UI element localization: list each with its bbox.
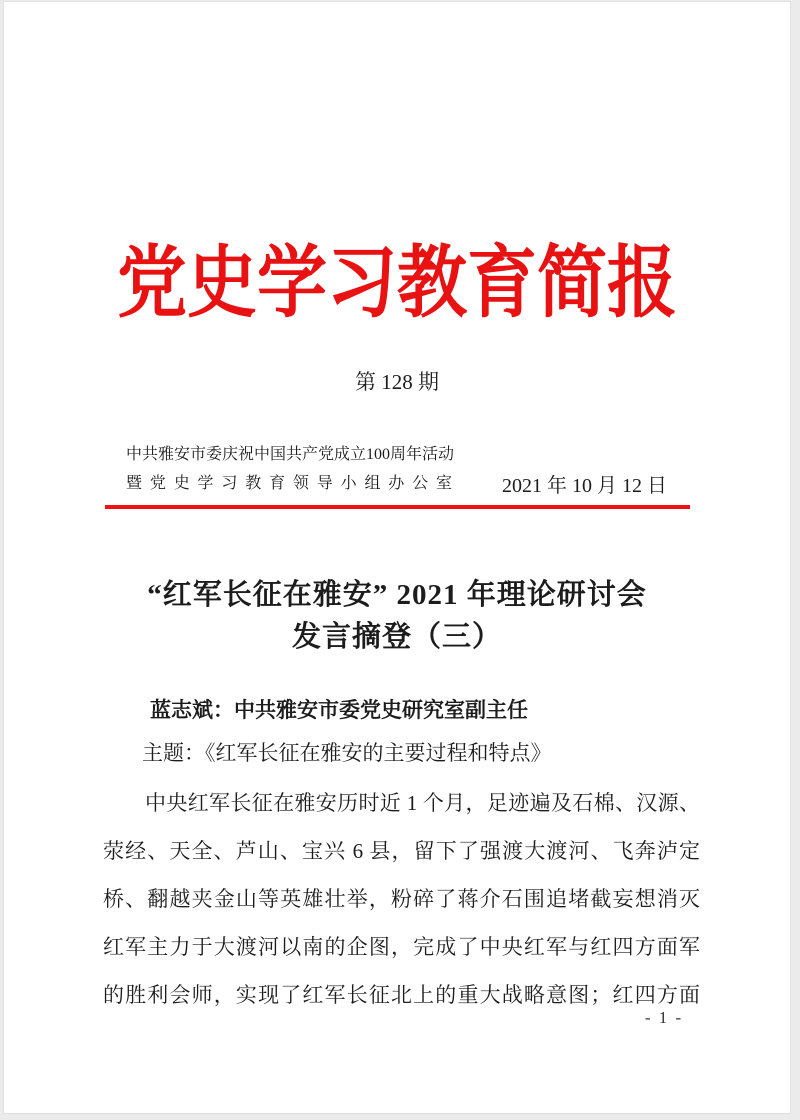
document-page xyxy=(4,2,790,1113)
article-title-line-2: 发言摘登（三） xyxy=(291,621,502,653)
issuer-block xyxy=(126,440,455,498)
issue-number: 第 128 期 xyxy=(355,370,439,394)
body-line: 红军主力于大渡河以南的企图，完成了中央红军与红四方面军 xyxy=(103,935,700,959)
body-line: 中央红军长征在雅安历时近 1 个月，足迹遍及石棉、汉源、 xyxy=(145,791,700,815)
body-line: 的胜利会师，实现了红军长征北上的重大战略意图；红四方面 xyxy=(103,983,700,1007)
topic-line: 主题：《红军长征在雅安的主要过程和特点》 xyxy=(142,741,552,765)
issuer-line-1: 中共雅安市委庆祝中国共产党成立100周年活动 xyxy=(126,446,455,463)
article-title xyxy=(4,574,790,658)
page-number: - 1 - xyxy=(644,1008,684,1027)
article-title-line-1: “红军长征在雅安” 2021 年理论研讨会 xyxy=(147,579,647,611)
body-line: 荥经、天全、芦山、宝兴 6 县，留下了强渡大渡河、飞奔泸定 xyxy=(103,839,700,863)
article-body xyxy=(103,779,700,1019)
body-line: 桥、翻越夹金山等英雄壮举，粉碎了蒋介石围追堵截妄想消灭 xyxy=(103,887,700,911)
issuer-line-2: 暨党史学习教育领导小组办公室 xyxy=(126,475,452,492)
masthead-title: 党史学习教育简报 xyxy=(117,241,677,328)
issue-date: 2021 年 10 月 12 日 xyxy=(502,475,667,497)
masthead-rule-divider xyxy=(105,505,690,509)
speaker-heading: 蓝志斌：中共雅安市委党史研究室副主任 xyxy=(150,699,528,722)
